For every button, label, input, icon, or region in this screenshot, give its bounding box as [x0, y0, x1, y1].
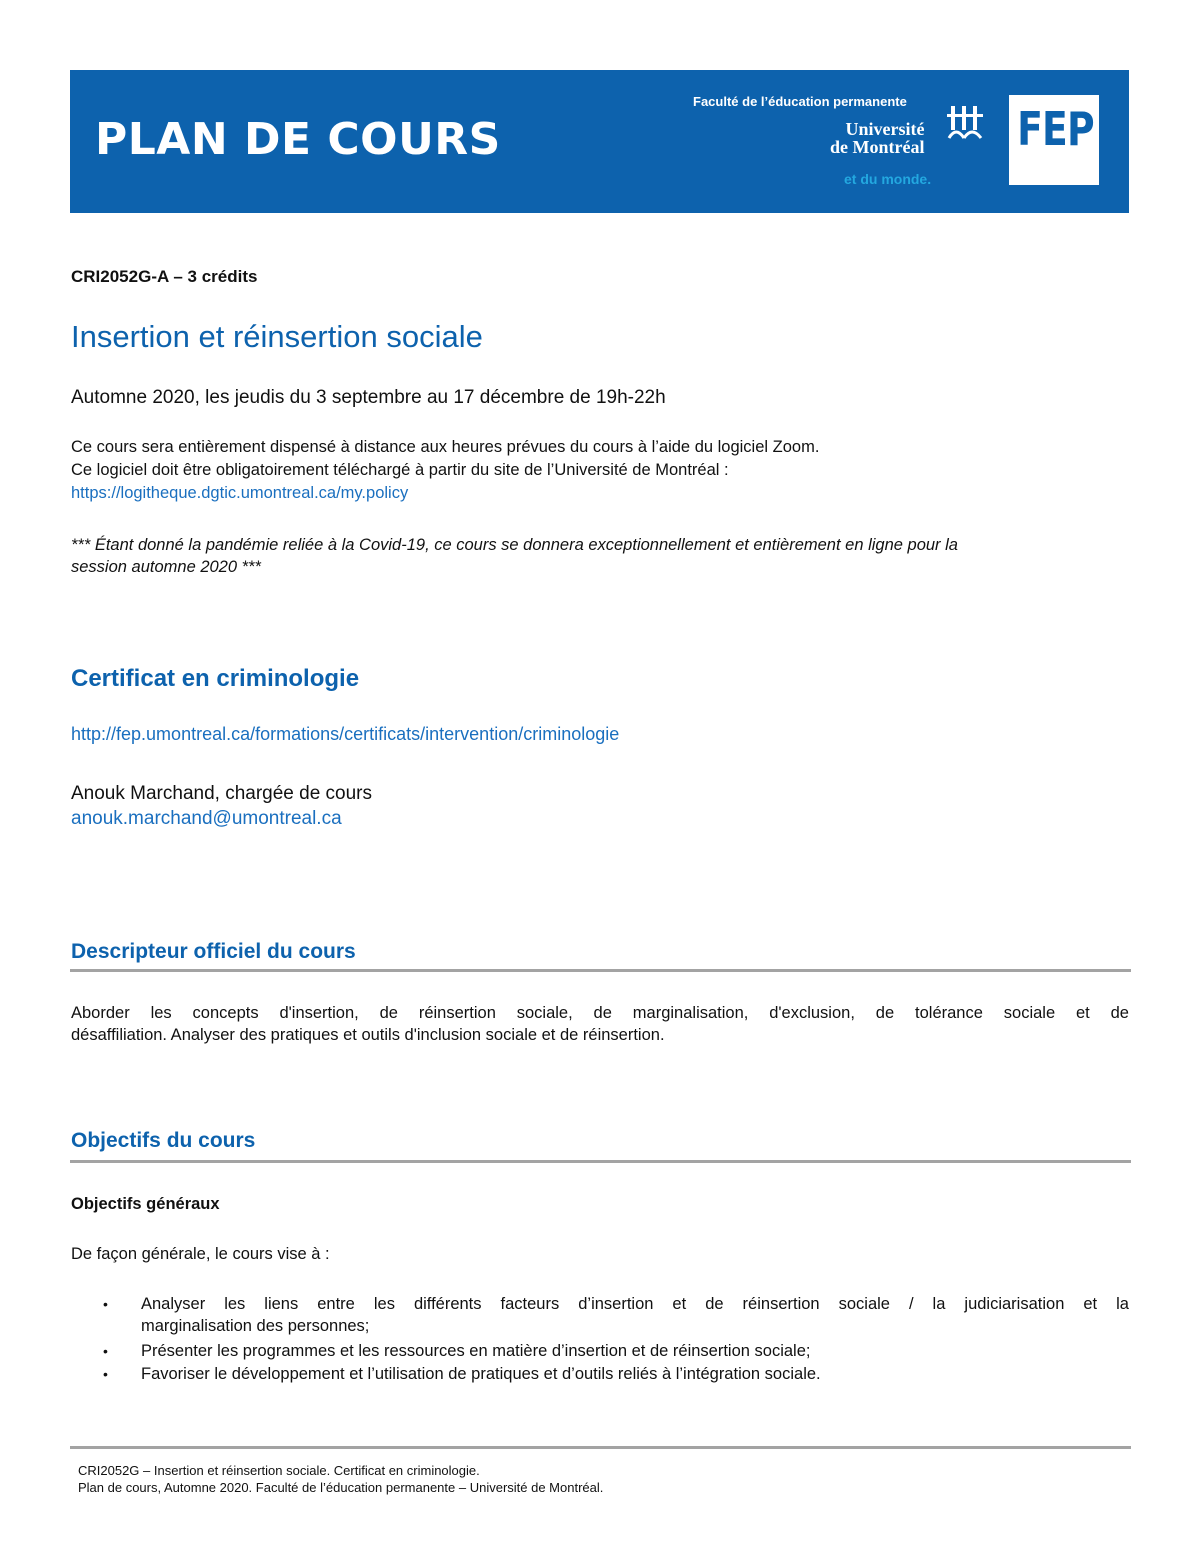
descriptor-heading: Descripteur officiel du cours — [71, 940, 356, 963]
list-item — [141, 1340, 1129, 1362]
footer-line1: CRI2052G – Insertion et réinsertion sociale. Certificat en criminologie. — [78, 1463, 480, 1478]
instructor-email-link[interactable]: anouk.marchand@umontreal.ca — [71, 808, 342, 829]
list-item — [141, 1363, 1129, 1385]
covid-notice-line2: session automne 2020 *** — [71, 558, 261, 576]
section-divider — [70, 969, 1131, 972]
zoom-notice-line2: Ce logiciel doit être obligatoirement téléchargé à partir du site de l’Université de Montréal : — [71, 461, 729, 479]
bullet-icon: • — [103, 1343, 108, 1359]
objectives-heading: Objectifs du cours — [71, 1129, 256, 1152]
objective-2-line1: Présenter les programmes et les ressources en matière d’insertion et de réinsertion sociale; — [141, 1342, 811, 1360]
section-divider — [70, 1160, 1131, 1163]
header-banner — [70, 70, 1129, 213]
instructor-name: Anouk Marchand, chargée de cours — [71, 783, 373, 804]
bullet-icon: • — [103, 1366, 108, 1382]
objective-1-line1: Analyser les liens entre les différents facteurs d’insertion et de réinsertion sociale / la judiciarisation et la — [141, 1295, 1129, 1313]
footer-line2: Plan de cours, Automne 2020. Faculté de l’éducation permanente – Université de Montréal. — [78, 1480, 604, 1495]
footer-divider — [70, 1446, 1131, 1449]
university-name-line1: Université — [845, 119, 925, 139]
objective-1-line2: marginalisation des personnes; — [141, 1317, 370, 1335]
objective-3-line1: Favoriser le développement et l’utilisation de pratiques et d’outils reliés à l’intégration sociale. — [141, 1365, 821, 1383]
university-emblem-icon — [947, 104, 983, 140]
course-code: CRI2052G-A – 3 crédits — [71, 267, 258, 286]
fep-logo — [1009, 95, 1099, 185]
descriptor-line2: désaffiliation. Analyser des pratiques et outils d'inclusion sociale et de réinsertion. — [71, 1026, 665, 1044]
program-title: Certificat en criminologie — [71, 665, 360, 692]
objectives-subheading: Objectifs généraux — [71, 1195, 220, 1213]
university-logo — [830, 120, 924, 156]
list-item — [141, 1293, 1129, 1337]
covid-notice-line1: *** Étant donné la pandémie reliée à la Covid-19, ce cours se donnera exceptionnellement et entièrement en ligne pour la — [71, 536, 958, 554]
descriptor-text — [71, 1002, 1129, 1046]
course-title: Insertion et réinsertion sociale — [71, 319, 483, 354]
faculty-name: Faculté de l’éducation permanente — [693, 94, 907, 109]
program-link[interactable]: http://fep.umontreal.ca/formations/certificats/intervention/criminologie — [71, 724, 620, 744]
page-title: PLAN DE COURS — [95, 114, 501, 165]
course-session: Automne 2020, les jeudis du 3 septembre au 17 décembre de 19h-22h — [71, 387, 666, 408]
fep-logo-text: FEP — [1017, 102, 1094, 156]
university-name-line2: de Montréal — [830, 137, 925, 157]
zoom-notice-line1: Ce cours sera entièrement dispensé à distance aux heures prévues du cours à l’aide du logiciel Zoom. — [71, 438, 820, 456]
objectives-intro: De façon générale, le cours vise à : — [71, 1245, 330, 1263]
descriptor-line1: Aborder les concepts d'insertion, de réinsertion sociale, de marginalisation, d'exclusion, de tolérance sociale et de — [71, 1004, 1129, 1022]
bullet-icon: • — [103, 1296, 108, 1312]
zoom-download-link[interactable]: https://logitheque.dgtic.umontreal.ca/my.policy — [71, 484, 409, 502]
university-tagline: et du monde. — [844, 171, 932, 187]
